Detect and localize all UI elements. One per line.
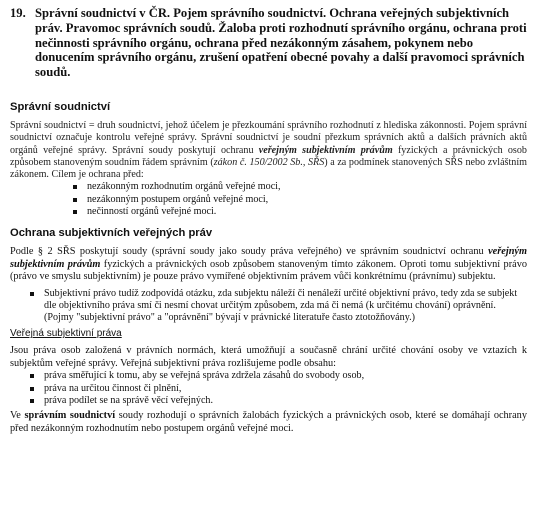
list-item: práva na určitou činnost či plnění, [30,383,527,395]
bullet-icon [73,185,77,189]
bullet-icon [30,387,34,391]
list-item: práva podílet se na správě věcí veřejných. [30,395,527,407]
public-rights-list [30,370,527,407]
list-item: Subjektivní právo tudíž zodpovídá otázku, zda subjektu náleží či nenáleží určité objektivní právo, tedy zda se subjekt dle objektivního práva smí či nesmí chovat určitým způsobem, zda má či nemá (k určitému chování) oprávnění. (Pojmy "subjektivní právo" a "oprávnění" bývají v právnické literatuře často ztotožňovány.) [30,288,527,325]
paragraph-par2: Podle § 2 SŘS poskytují soudy (správní soudy jako soudy práva veřejného) ve správním soudnictví ochranu veřejným subjektivním právům fyzických a právnických osob způsobem stanoveným tímto zákonem. Oproti tomu subjektivní právo (právo ve smyslu subjektivním) je pouze právo vymířené objektivním právem vůči konkrétnímu (právnímu) subjektu. [10,246,527,283]
paragraph-definition: Správní soudnictví = druh soudnictví, jehož účelem je přezkoumání správního rozhodnutí z hlediska zákonnosti. Pojem správní soudnictví označuje kontrolu veřejné správy. Správní soudnictví je soudní přezkum správních aktů a dalších právních aktů orgánů veřejné správy. Správní soudy poskytují ochranu veřejným subjektivním právům fyzických a právnických osob způsobem stanoveným soudním řádem správním (zákon č. 150/2002 Sb., SŘS) a za podmínek stanovených SŘS nebo zvláštním zákonem. Cílem je ochrana před: [10,119,527,181]
list-item: nezákonným rozhodnutím orgánů veřejné moci, [73,181,527,193]
subjective-right-list [30,288,527,325]
section-heading-spravni-soudnictvi: Správní soudnictví [10,100,111,113]
section-heading-ochrana: Ochrana subjektivních veřejných práv [10,227,213,240]
paragraph-public-rights: Jsou práva osob založená v právních normách, která umožňují a současně chrání určité chování osoby ve vztazích k subjektům veřejné správy. Veřejná subjektivní práva rozlišujeme podle obsahu: [10,345,527,369]
list-item: práva směřující k tomu, aby se veřejná správa zdržela zásahů do svobody osob, [30,370,527,382]
subheading-verejna-prava: Veřejná subjektivní práva [10,328,122,340]
question-number: 19. [10,6,26,20]
bullet-icon [73,210,77,214]
protection-list [73,181,527,218]
list-item: nečinností orgánů veřejné moci. [73,206,527,218]
list-item: nezákonným postupem orgánů veřejné moci, [73,194,527,206]
bullet-icon [30,292,34,296]
bullet-icon [30,374,34,378]
bullet-icon [30,399,34,403]
question-title-text: Správní soudnictví v ČR. Pojem správního soudnictví. Ochrana veřejných subjektivních práv. Pravomoc správních soudů. Žaloba proti rozhodnutí správního orgánu, ochrana proti nečinnosti správního orgánu, ochrana před nezákonným zásahem, pokynem nebo donucením správního orgánu, zrušení opatření obecné povahy a další pravomoci správních soudů. [35,6,527,80]
bullet-icon [73,198,77,202]
paragraph-conclusion: Ve správním soudnictví soudy rozhodují o správních žalobách fyzických a právnických osob, které se domáhají ochrany před nezákonným rozhodnutím nebo postupem orgánů veřejné moci. [10,410,527,434]
question-title [10,6,527,80]
